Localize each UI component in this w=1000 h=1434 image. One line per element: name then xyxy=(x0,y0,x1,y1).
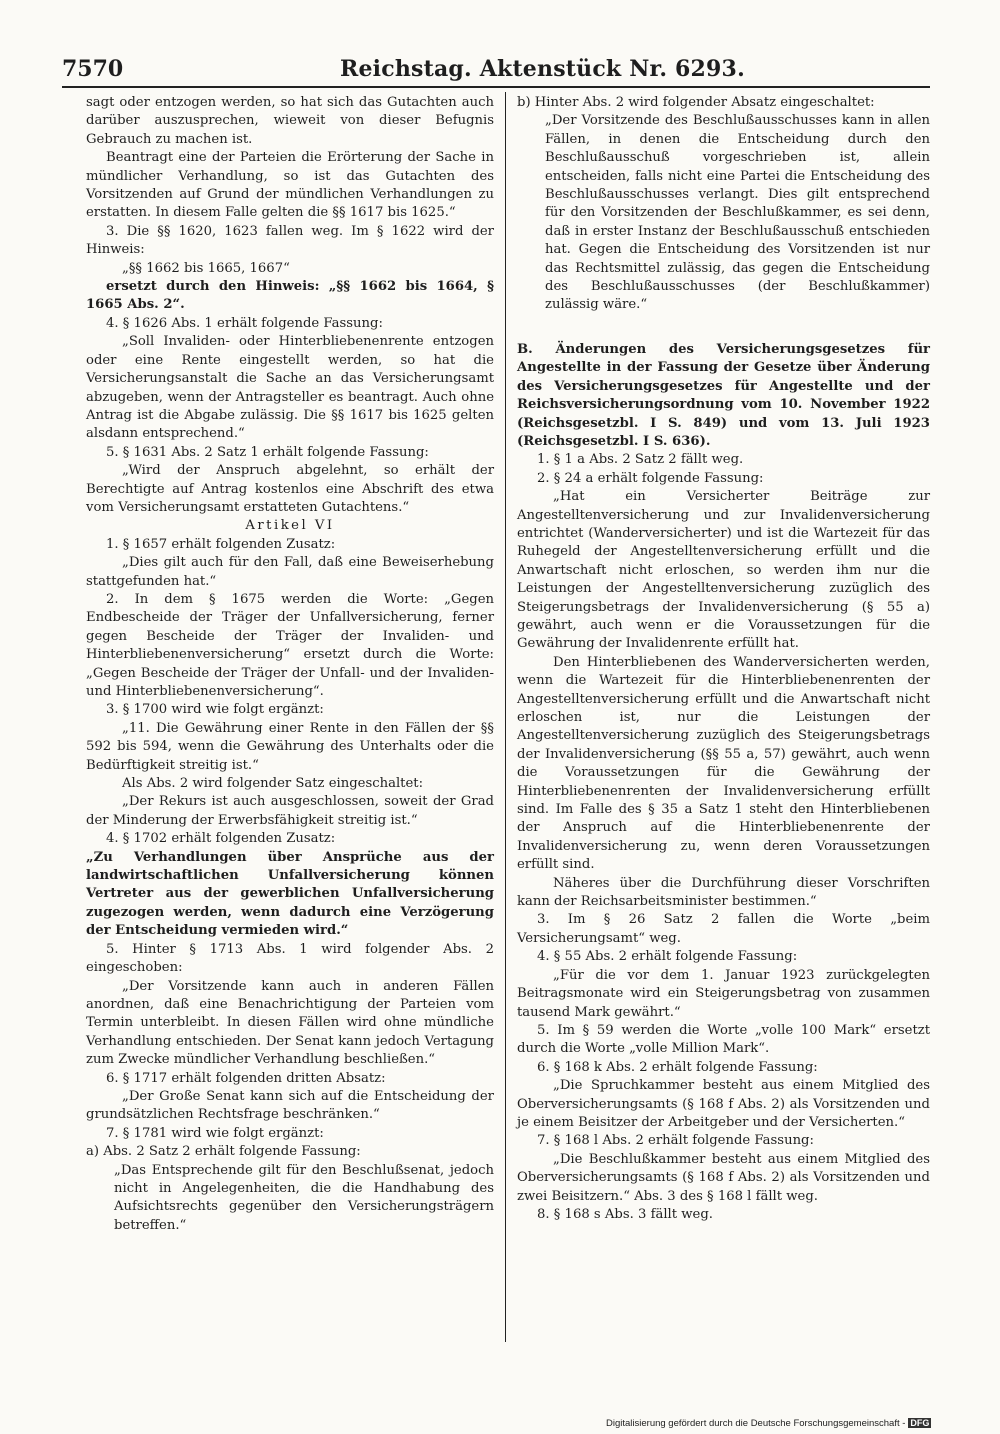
paragraph: „Für die vor dem 1. Januar 1923 zurückgelegten Beitragsmonate wird ein Steigerungsbetrag von zusammen tausend Mark gewährt.“ xyxy=(517,967,930,1020)
paragraph: 4. § 1626 Abs. 1 erhält folgende Fassung: xyxy=(106,315,383,331)
paragraph: „Der Rekurs ist auch ausgeschlossen, soweit der Grad der Minderung der Erwerbsfähigkeit streitig ist.“ xyxy=(86,794,494,828)
paragraph: „Die Beschlußkammer besteht aus einem Mitglied des Oberversicherungsamts (§ 168 f Abs. 2) als Vorsitzenden und zwei Beisitzern.“ Abs. 3 des § 168 l fällt weg. xyxy=(517,1151,930,1204)
column-divider xyxy=(505,92,506,1342)
paragraph: Als Abs. 2 wird folgender Satz eingeschaltet: xyxy=(122,776,424,792)
paragraph: 4. § 1702 erhält folgenden Zusatz: xyxy=(106,831,336,847)
running-title: Reichstag. Aktenstück Nr. 6293. xyxy=(340,56,745,82)
paragraph: 6. § 168 k Abs. 2 erhält folgende Fassung: xyxy=(537,1059,818,1075)
paragraph: 2. In dem § 1675 werden die Worte: „Gegen Endbescheide der Träger der Unfallversicherung, ferner gegen Bescheide der Träger der Invaliden- und Hinterbliebenenversicherung“ ersetzt durch die Worte: „Gegen Bescheide der Träger der Unfall- und der Invaliden- und Hinterbliebenenversicherung“. xyxy=(86,591,494,699)
paragraph: „Die Spruchkammer besteht aus einem Mitglied des Oberversicherungsamts (§ 168 f Abs. 2) als Vorsitzenden und je einem Beisitzer der Arbeitgeber und der Versicherten.“ xyxy=(517,1078,930,1130)
paragraph: Artikel VI xyxy=(245,518,335,534)
paragraph: 3. Im § 26 Satz 2 fallen die Worte „beim Versicherungsamt“ weg. xyxy=(517,912,930,946)
paragraph: „§§ 1662 bis 1665, 1667“ xyxy=(122,260,290,276)
paragraph: Näheres über die Durchführung dieser Vorschriften kann der Reichsarbeitsminister bestimmen.“ xyxy=(517,875,930,910)
paragraph: „Dies gilt auch für den Fall, daß eine Beweiserhebung stattgefunden hat.“ xyxy=(86,555,494,589)
paragraph: „Zu Verhandlungen über Ansprüche aus der landwirtschaftlichen Unfallversicherung können Vertreter aus der gewerblichen Unfallversicherung zugezogen werden, wenn dadurch eine Verzögerung der Entscheidung vermieden wird.“ xyxy=(86,849,494,939)
header-rule xyxy=(62,86,930,88)
right-column xyxy=(517,94,930,1224)
paragraph: „Der Vorsitzende kann auch in anderen Fällen anordnen, daß eine Benachrichtigung der Parteien vom Termin unterbleibt. In diesen Fällen wird ohne mündliche Verhandlung entschieden. Der Senat kann jedoch Vertagung zum Zwecke mündlicher Verhandlung beschließen.“ xyxy=(86,978,494,1068)
paragraph: „11. Die Gewährung einer Rente in den Fällen der §§ 592 bis 594, wenn die Gewährung des Unterhalts oder die Bedürftigkeit streitig ist.“ xyxy=(86,720,494,773)
paragraph: B. Änderungen des Versicherungsgesetzes für Angestellte in der Fassung der Gesetze über Änderung des Versicherungsgesetzes für Angestellte und der Reichsversicherungsordnung vom 10. November 1922 (Reichsgesetzbl. I S. 849) und vom 13. Juli 1923 (Reichsgesetzbl. I S. 636). xyxy=(517,341,930,449)
paragraph: a) Abs. 2 Satz 2 erhält folgende Fassung: xyxy=(86,1144,361,1160)
paragraph: 1. § 1657 erhält folgenden Zusatz: xyxy=(106,536,336,552)
paragraph: „Soll Invaliden- oder Hinterbliebenenrente entzogen oder eine Rente eingestellt werden, so hat die Versicherungsanstalt die Sache an das Versicherungsamt abzugeben, wenn der Antragsteller es beantragt. Auch ohne Antrag ist die Abgabe zulässig. Die §§ 1617 bis 1625 gelten alsdann entsprechend.“ xyxy=(86,334,494,442)
paragraph: Beantragt eine der Parteien die Erörterung der Sache in mündlicher Verhandlung, so ist das Gutachten des Vorsitzenden auf Grund der mündlichen Verhandlungen zu erstatten. In diesem Falle gelten die §§ 1617 bis 1625.“ xyxy=(86,150,494,221)
left-column xyxy=(86,94,494,1235)
page-number: 7570 xyxy=(62,56,124,82)
paragraph: 3. Die §§ 1620, 1623 fallen weg. Im § 1622 wird der Hinweis: xyxy=(86,223,494,258)
paragraph: 8. § 168 s Abs. 3 fällt weg. xyxy=(537,1206,713,1222)
paragraph: „Das Entsprechende gilt für den Beschlußsenat, jedoch nicht in Angelegenheiten, die die Handhabung des Aufsichtsrechts gegenüber den Versicherungsträgern betreffen.“ xyxy=(114,1162,494,1233)
footer-text: Digitalisierung gefördert durch die Deutsche Forschungsgemeinschaft - xyxy=(606,1418,906,1429)
paragraph: 1. § 1 a Abs. 2 Satz 2 fällt weg. xyxy=(537,452,744,468)
paragraph: 6. § 1717 erhält folgenden dritten Absatz: xyxy=(106,1070,386,1086)
paragraph: 5. Im § 59 werden die Worte „volle 100 Mark“ ersetzt durch die Worte „volle Million Mark“. xyxy=(517,1022,930,1057)
paragraph: ersetzt durch den Hinweis: „§§ 1662 bis 1664, § 1665 Abs. 2“. xyxy=(86,279,494,313)
paragraph: „Wird der Anspruch abgelehnt, so erhält der Berechtigte auf Antrag kostenlos eine Abschrift des etwa vom Versicherungsamt erstatteten Gutachtens.“ xyxy=(86,463,494,515)
page-header xyxy=(62,56,930,86)
paragraph: „Hat ein Versicherter Beiträge zur Angestelltenversicherung und zur Invalidenversicherung entrichtet (Wanderversicherter) und ist die Wartezeit für das Ruhegeld der Angestelltenversicherung erfüllt und die Anwartschaft nicht erloschen, so werden ihm nur die Leistungen der Angestelltenversicherung zuzüglich des Steigerungsbetrags der Invalidenversicherung (§ 55 a) gewährt, auch wenn er die Voraussetzungen für die Gewährung der Invalidenrente erfüllt hat. xyxy=(517,489,930,652)
paragraph: „Der Vorsitzende des Beschlußausschusses kann in allen Fällen, in denen die Entscheidung durch den Beschlußausschuß vorgeschrieben ist, allein entscheiden, falls nicht eine Partei die Entscheidung des Beschlußausschusses verlangt. Dies gilt entsprechend für den Vorsitzenden der Beschlußkammer, es sei denn, daß in erster Instanz der Beschlußausschuß entschieden hat. Gegen die Entscheidung des Vorsitzenden ist nur das Rechtsmittel zulässig, das gegen die Entscheidung des Beschlußausschusses (der Beschlußkammer) zulässig wäre.“ xyxy=(545,113,930,313)
paragraph: b) Hinter Abs. 2 wird folgender Absatz eingeschaltet: xyxy=(517,95,875,110)
paragraph: 4. § 55 Abs. 2 erhält folgende Fassung: xyxy=(537,949,798,965)
paragraph: „Der Große Senat kann sich auf die Entscheidung der grundsätzlichen Rechtsfrage beschränken.“ xyxy=(86,1088,494,1123)
dfg-logo: DFG xyxy=(910,1418,930,1428)
paragraph: Den Hinterbliebenen des Wanderversicherten werden, wenn die Wartezeit für die Hinterbliebenenrenten der Angestelltenversicherung erfüllt und die Anwartschaft nicht erloschen ist, nur die Leistungen der Angestelltenversicherung zuzüglich des Steigerungsbetrags der Invalidenversicherung (§§ 55 a, 57) gewährt, auch wenn die Voraussetzungen für die Gewährung der Hinterbliebenenrenten der Invalidenversicherung erfüllt sind. Im Falle des § 35 a Satz 1 steht den Hinterbliebenen der Anspruch auf die Hinterbliebenenrente der Invalidenversicherung zu, wenn deren Voraussetzungen erfüllt sind. xyxy=(517,654,930,873)
digitization-footer xyxy=(606,1418,931,1429)
paragraph: 7. § 1781 wird wie folgt ergänzt: xyxy=(106,1125,324,1141)
paragraph: 3. § 1700 wird wie folgt ergänzt: xyxy=(106,702,324,718)
paragraph: sagt oder entzogen werden, so hat sich das Gutachten auch darüber auszusprechen, wieweit von dieser Befugnis Gebrauch zu machen ist. xyxy=(86,95,494,147)
paragraph: 5. § 1631 Abs. 2 Satz 1 erhält folgende Fassung: xyxy=(106,444,429,460)
paragraph: 5. Hinter § 1713 Abs. 1 wird folgender Abs. 2 eingeschoben: xyxy=(86,941,494,976)
paragraph: 7. § 168 l Abs. 2 erhält folgende Fassung: xyxy=(537,1133,814,1149)
paragraph: 2. § 24 a erhält folgende Fassung: xyxy=(537,470,764,486)
